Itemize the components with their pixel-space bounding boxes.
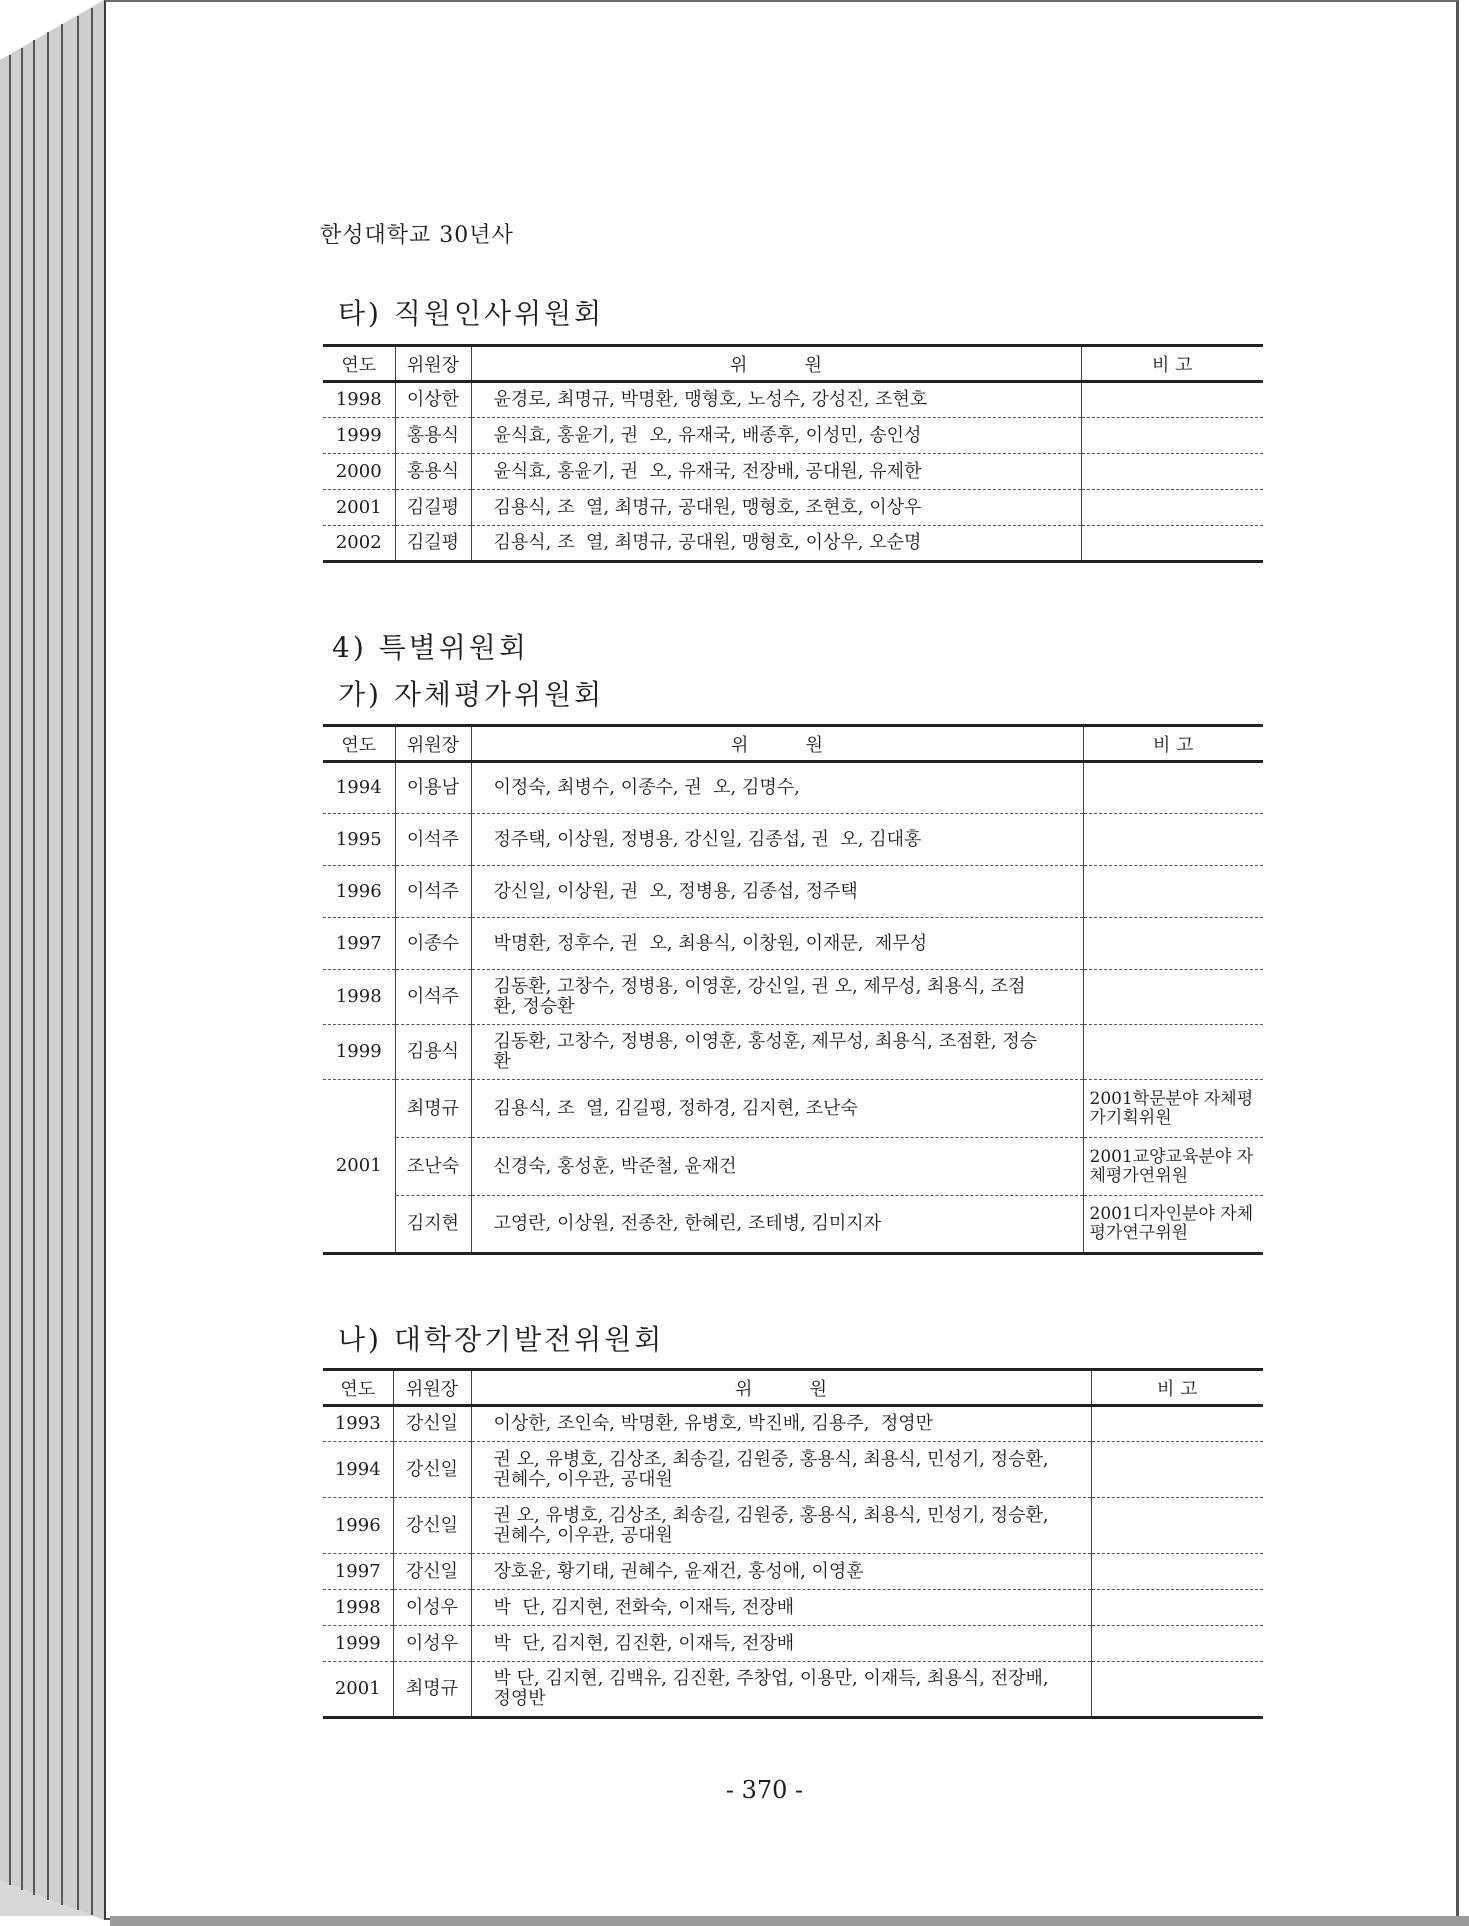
col-year: 연도 — [323, 1370, 393, 1406]
section-heading-staff-personnel: 타) 직원인사위원회 — [338, 297, 605, 330]
col-chair: 위원장 — [393, 1370, 471, 1406]
running-header: 한성대학교 30년사 — [320, 223, 514, 248]
table-row: 1994 강신일 권 오, 유병호, 김상조, 최송길, 김원중, 홍용식, 최용식, 민성기, 정승환, 권혜수, 이우관, 공대원 — [323, 1442, 1263, 1498]
staff-personnel-table — [323, 344, 1263, 563]
table-row: 1999 이성우 박 단, 김지현, 김진환, 이재득, 전장배 — [323, 1626, 1263, 1662]
table-row: 1997 이종수 박명환, 정후수, 권 오, 최용식, 이창원, 이재문, 제무성 — [323, 918, 1263, 970]
page-number: - 370 - — [725, 1776, 804, 1804]
page-shadow — [110, 1916, 1469, 1926]
table-row: 김지현 고영란, 이상원, 전종찬, 한혜린, 조테병, 김미지자 2001디자인분야 자체평가연구위원 — [323, 1196, 1263, 1254]
table-header-row — [323, 346, 1263, 382]
table-row: 1996 강신일 권 오, 유병호, 김상조, 최송길, 김원중, 홍용식, 최용식, 민성기, 정승환, 권혜수, 이우관, 공대원 — [323, 1498, 1263, 1554]
table-row: 2000 홍용식 윤식효, 홍윤기, 권 오, 유재국, 전장배, 공대원, 유제한 — [323, 454, 1263, 490]
table-row: 2001 김길평 김용식, 조 열, 최명규, 공대원, 맹형호, 조현호, 이상우 — [323, 490, 1263, 526]
self-evaluation-table — [323, 724, 1263, 1255]
col-chair: 위원장 — [395, 726, 471, 762]
table-row: 1999 김용식 김동환, 고창수, 정병용, 이영훈, 홍성훈, 제무성, 최용식, 조점환, 정승환 — [323, 1025, 1263, 1080]
table-row: 1998 이상한 윤경로, 최명규, 박명환, 맹형호, 노성수, 강성진, 조현호 — [323, 382, 1263, 418]
col-chair: 위원장 — [395, 346, 471, 382]
table-row: 1999 홍용식 윤식효, 홍윤기, 권 오, 유재국, 배종후, 이성민, 송인성 — [323, 418, 1263, 454]
col-members: 위 원 — [471, 346, 1081, 382]
col-members: 위 원 — [471, 1370, 1091, 1406]
table-row: 1995 이석주 정주택, 이상원, 정병용, 강신일, 김종섭, 권 오, 김대홍 — [323, 814, 1263, 866]
table-row: 1996 이석주 강신일, 이상원, 권 오, 정병용, 김종섭, 정주택 — [323, 866, 1263, 918]
table-row: 2002 김길평 김용식, 조 열, 최명규, 공대원, 맹형호, 이상우, 오순명 — [323, 526, 1263, 562]
section-heading-special: 4) 특별위원회 — [332, 631, 529, 664]
col-note: 비 고 — [1081, 346, 1263, 382]
table-row: 1997 강신일 장호윤, 황기태, 권혜수, 윤재건, 홍성애, 이영훈 — [323, 1554, 1263, 1590]
table-row: 1994 이용남 이정숙, 최병수, 이종수, 권 오, 김명수, — [323, 762, 1263, 814]
table-row: 2001 최명규 박 단, 김지현, 김백유, 김진환, 주창업, 이용만, 이재득, 최용식, 전장배, 정영반 — [323, 1662, 1263, 1718]
col-note: 비 고 — [1091, 1370, 1263, 1406]
table-row: 1998 이성우 박 단, 김지현, 전화숙, 이재득, 전장배 — [323, 1590, 1263, 1626]
col-year: 연도 — [323, 726, 395, 762]
col-year: 연도 — [323, 346, 395, 382]
col-note: 비 고 — [1083, 726, 1263, 762]
table-header-row — [323, 726, 1263, 762]
book-page-edges — [0, 0, 110, 1926]
col-members: 위 원 — [471, 726, 1083, 762]
table-row: 조난숙 신경숙, 홍성훈, 박준철, 윤재건 2001교양교육분야 자체평가연위원 — [323, 1138, 1263, 1196]
section-heading-self-evaluation: 가) 자체평가위원회 — [338, 678, 605, 711]
long-term-development-table — [323, 1368, 1263, 1719]
table-row: 1998 이석주 김동환, 고창수, 정병용, 이영훈, 강신일, 권 오, 제무성, 최용식, 조점환, 정승환 — [323, 970, 1263, 1025]
table-row: 1993 강신일 이상한, 조인숙, 박명환, 유병호, 박진배, 김용주, 정영만 — [323, 1406, 1263, 1442]
section-heading-long-term-development: 나) 대학장기발전위원회 — [338, 1323, 665, 1356]
table-header-row — [323, 1370, 1263, 1406]
table-row: 2001 최명규 김용식, 조 열, 김길평, 정하경, 김지현, 조난숙 2001학문분야 자체평가기획위원 — [323, 1080, 1263, 1138]
